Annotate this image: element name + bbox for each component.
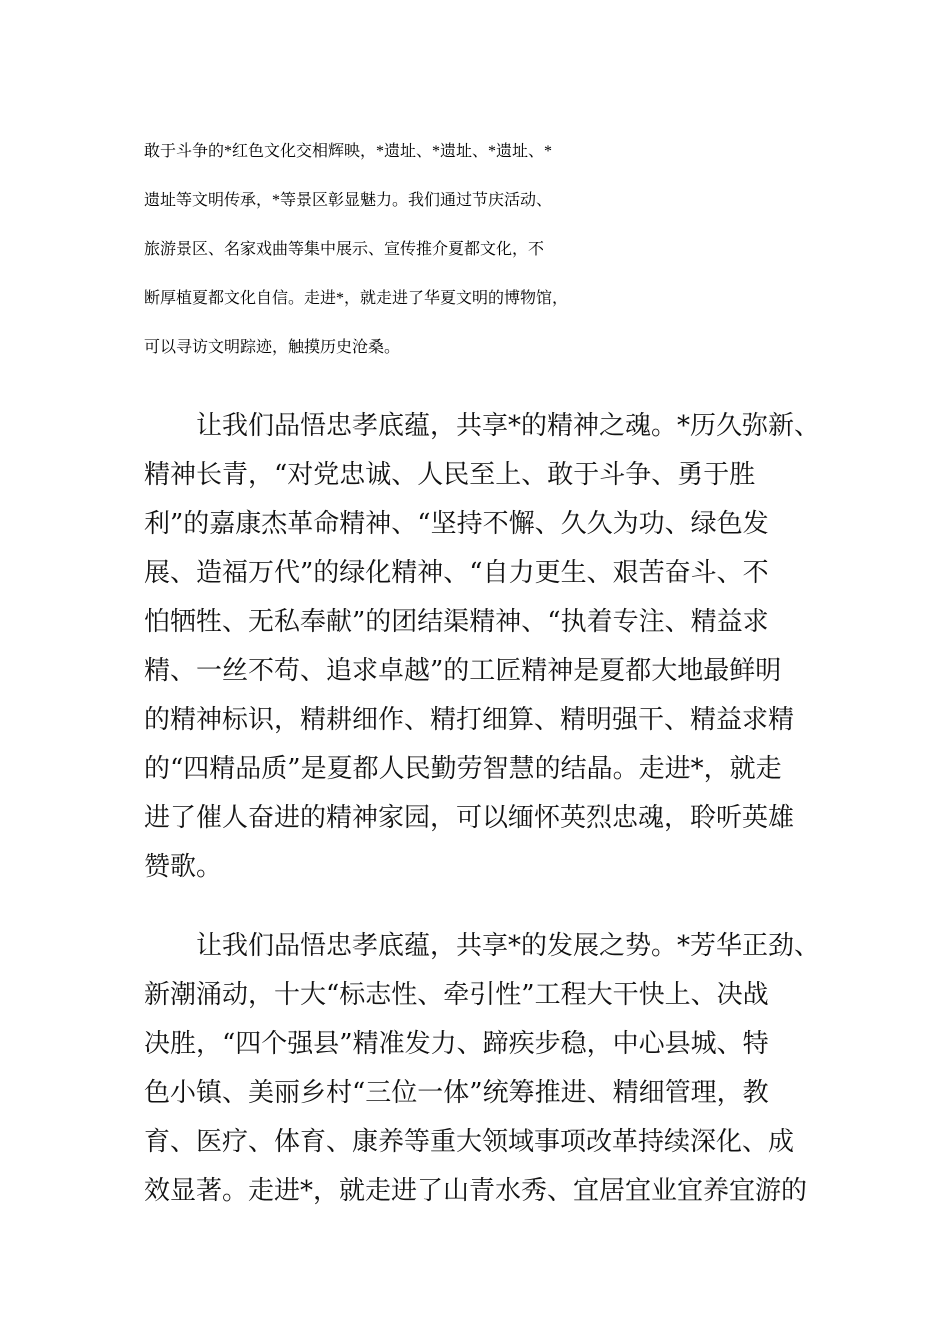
text-line: 利”的嘉康杰革命精神、“坚持不懈、久久为功、绿色发 [144, 509, 769, 539]
text-line: 育、医疗、体育、康养等重大领域事项改革持续深化、成 [144, 1127, 795, 1157]
text-line: 断厚植夏都文化自信。走进*，就走进了华夏文明的博物馆， [144, 290, 569, 307]
text-line: 赞歌。 [144, 852, 223, 882]
text-line: 精、一丝不苟、追求卓越”的工匠精神是夏都大地最鲜明 [144, 656, 782, 686]
paragraph-3 [144, 922, 830, 1216]
text-line: 的“四精品质”是夏都人民勤劳智慧的结晶。走进*，就走 [144, 754, 782, 784]
text-line: 怕牺牲、无私奉献”的团结渠精神、“执着专注、精益求 [144, 607, 769, 637]
text-line: 进了催人奋进的精神家园，可以缅怀英烈忠魂，聆听英雄 [144, 803, 795, 833]
text-line: 旅游景区、名家戏曲等集中展示、宣传推介夏都文化，不 [144, 241, 545, 258]
text-line: 敢于斗争的*红色文化交相辉映，*遗址、*遗址、*遗址、* [144, 143, 553, 160]
document-body [144, 127, 830, 1216]
text-line: 决胜，“四个强县”精准发力、蹄疾步稳，中心县城、特 [144, 1029, 769, 1059]
text-line: 精神长青，“对党忠诚、人民至上、敢于斗争、勇于胜 [144, 460, 756, 490]
text-line: 展、造福万代”的绿化精神、“自力更生、艰苦奋斗、不 [144, 558, 769, 588]
text-line: 色小镇、美丽乡村“三位一体”统筹推进、精细管理，教 [144, 1078, 769, 1108]
text-line: 新潮涌动，十大“标志性、牵引性”工程大干快上、决战 [144, 980, 769, 1010]
text-line: 让我们品悟忠孝底蕴，共享*的发展之势。*芳华正劲、 [144, 931, 821, 961]
text-line: 效显著。走进*，就走进了山青水秀、宜居宜业宜养宜游的 [144, 1176, 808, 1206]
text-line: 的精神标识，精耕细作、精打细算、精明强干、精益求精 [144, 705, 795, 735]
paragraph-2 [144, 402, 830, 892]
text-line: 让我们品悟忠孝底蕴，共享*的精神之魂。*历久弥新、 [144, 411, 821, 441]
text-line: 遗址等文明传承，*等景区彰显魅力。我们通过节庆活动、 [144, 192, 553, 209]
text-line: 可以寻访文明踪迹，触摸历史沧桑。 [144, 339, 401, 356]
